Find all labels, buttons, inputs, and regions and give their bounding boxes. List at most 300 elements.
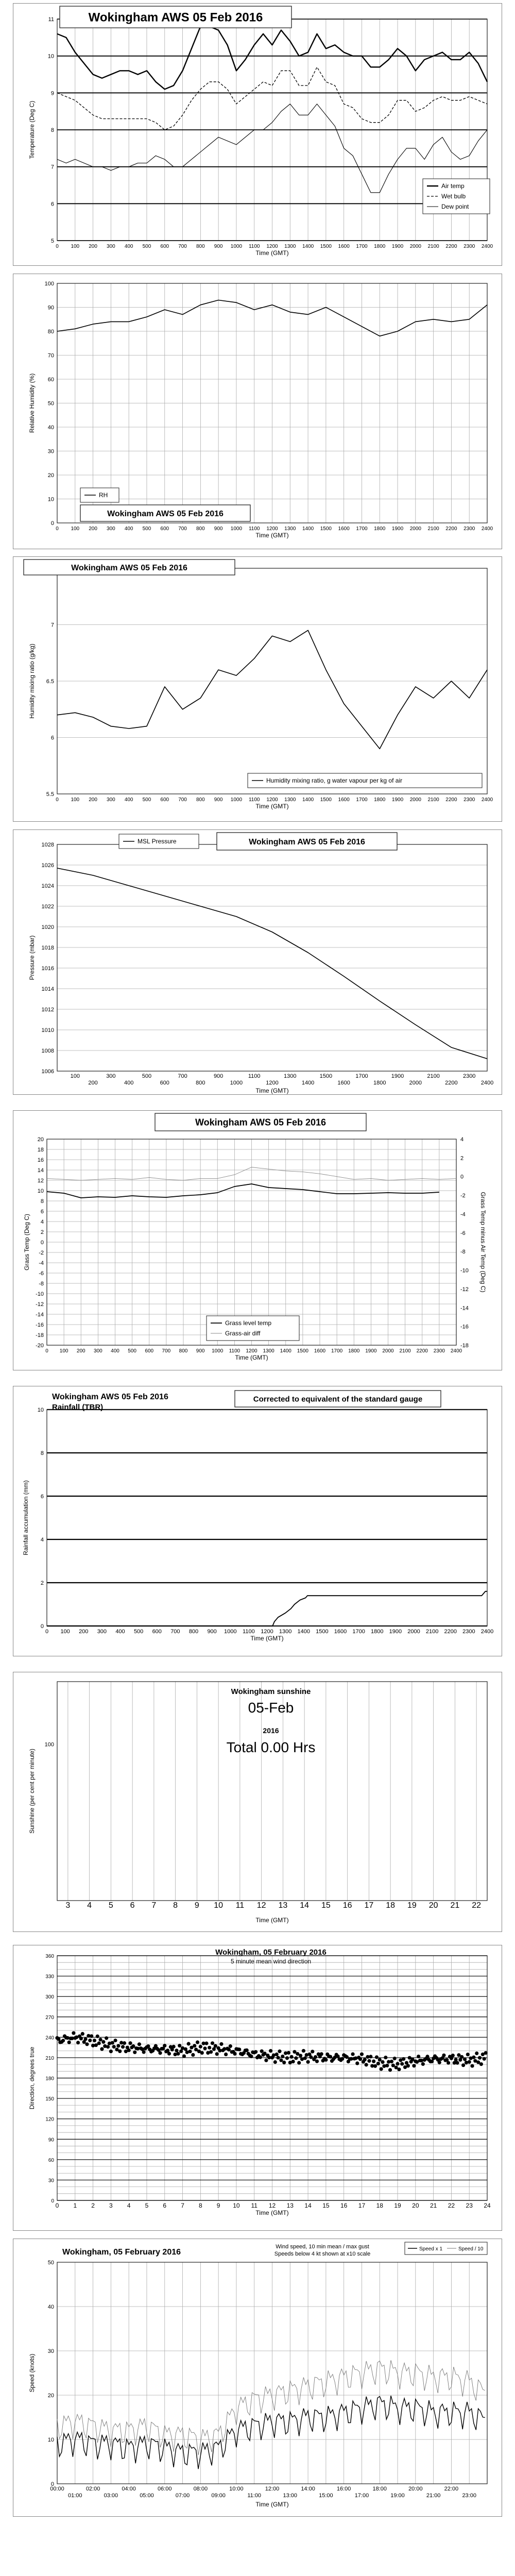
y-tick-label: 1024	[41, 883, 54, 889]
chart-title: Wokingham AWS 05 Feb 2016	[88, 10, 263, 25]
x-tick-label: 1100	[229, 1348, 241, 1354]
y-tick-label: 1006	[41, 1069, 54, 1075]
x-tick-label: 8	[173, 1901, 178, 1910]
y-tick-label: 10	[37, 1407, 44, 1413]
y-tick-label: 4	[40, 1537, 44, 1543]
x-tick-label: 900	[207, 1629, 217, 1635]
x-tick-label: 00:00	[50, 2486, 64, 2492]
x-tick-label: 1500	[320, 526, 332, 532]
mixing-ratio-chart	[13, 556, 502, 822]
grass-temp-chart-svg	[13, 1111, 503, 1371]
x-tick-label: 400	[124, 244, 133, 249]
chart-date: 05-Feb	[248, 1700, 294, 1716]
direction-point	[314, 2055, 317, 2059]
x-tick-label: 16	[342, 1901, 352, 1910]
direction-point	[412, 2064, 416, 2067]
y2-tick-label: 0	[460, 1174, 464, 1180]
y-tick-label: 16	[37, 1157, 44, 1163]
x-tick-label: 500	[133, 1629, 144, 1635]
direction-point	[463, 2057, 467, 2061]
y-tick-label: 6	[40, 1494, 44, 1500]
y-tick-label: 0	[50, 520, 54, 527]
x-tick-label: 200	[79, 1629, 89, 1635]
x-tick-label: 100	[59, 1348, 68, 1354]
x-tick-label: 0	[55, 2202, 59, 2209]
x-tick-label: 800	[196, 244, 205, 249]
direction-point	[309, 2055, 313, 2059]
x-tick-label: 100	[60, 1629, 70, 1635]
direction-point	[451, 2054, 455, 2057]
x-tick-label: 21:00	[426, 2493, 441, 2499]
x-tick-label: 1800	[374, 244, 386, 249]
direction-point	[425, 2055, 429, 2058]
direction-point	[109, 2049, 113, 2053]
x-tick-label: 1	[73, 2202, 77, 2209]
direction-point	[400, 2062, 404, 2065]
y-tick-label: 360	[45, 1954, 54, 1959]
y-tick-label: 1018	[41, 945, 54, 951]
y-tick-label: 1022	[41, 904, 54, 910]
x-tick-label: 300	[107, 526, 115, 532]
x-tick-label: 2100	[399, 1348, 411, 1354]
y2-tick-label: 2	[460, 1155, 464, 1162]
x-tick-label: 10:00	[229, 2486, 244, 2492]
y-tick-label: 1014	[41, 986, 54, 992]
legend-entry: MSL Pressure	[138, 838, 177, 845]
x-tick-label: 14	[304, 2202, 312, 2209]
chart-title: Wokingham AWS 05 Feb 2016	[107, 509, 224, 518]
x-tick-label: 1400	[302, 526, 314, 532]
x-tick-label: 200	[76, 1348, 85, 1354]
x-tick-label: 1700	[356, 797, 368, 803]
y2-tick-label: -2	[460, 1193, 466, 1199]
direction-point	[358, 2057, 362, 2061]
x-tick-label: 1600	[334, 1629, 347, 1635]
chart-note: Corrected to equivalent of the standard gauge	[253, 1395, 423, 1404]
x-tick-label: 2000	[409, 244, 421, 249]
direction-point	[391, 2063, 395, 2067]
y2-tick-label: -14	[460, 1305, 469, 1312]
direction-point	[172, 2045, 176, 2048]
pressure-chart	[13, 829, 502, 1095]
y-tick-label: -10	[36, 1291, 44, 1297]
y-tick-label: -2	[39, 1250, 44, 1256]
direction-point	[460, 2055, 464, 2059]
y2-axis-title: Grass Temp minus Air Temp (Deg C)	[479, 1192, 487, 1293]
x-tick-label: 400	[124, 797, 133, 803]
direction-point	[209, 2050, 213, 2054]
y-tick-label: 50	[47, 2260, 54, 2266]
x-tick-label: 1700	[352, 1629, 365, 1635]
y-tick-label: 20	[37, 1137, 44, 1143]
direction-point	[367, 2059, 371, 2063]
y-tick-label: 20	[47, 2393, 54, 2399]
x-tick-label: 800	[196, 1080, 205, 1086]
x-tick-label: 13	[286, 2202, 294, 2209]
direction-point	[276, 2056, 280, 2059]
direction-point	[388, 2068, 392, 2072]
plot-area	[47, 1410, 487, 1626]
y-axis-title: Temperature (Deg C)	[28, 100, 36, 159]
direction-point	[72, 2031, 75, 2035]
x-tick-label: 1400	[302, 244, 314, 249]
x-tick-label: 1400	[280, 1348, 291, 1354]
y-axis-title: Direction, degrees true	[28, 2046, 36, 2110]
x-tick-label: 2300	[464, 797, 475, 803]
legend-entry: Wet bulb	[441, 193, 466, 200]
x-tick-label: 18	[376, 2202, 383, 2209]
x-tick-label: 2000	[407, 1629, 420, 1635]
x-tick-label: 1700	[356, 526, 368, 532]
x-tick-label: 300	[94, 1348, 102, 1354]
direction-point	[90, 2034, 93, 2038]
y-axis-title: Relative Humidity (%)	[28, 373, 36, 433]
x-axis-title: Time (GMT)	[255, 2501, 289, 2508]
x-tick-label: 13:00	[283, 2493, 298, 2499]
direction-point	[324, 2058, 328, 2062]
x-tick-label: 2000	[409, 1080, 422, 1086]
x-tick-label: 07:00	[175, 2493, 190, 2499]
direction-point	[260, 2049, 264, 2053]
x-tick-label: 900	[213, 1073, 224, 1079]
x-axis-title: Time (GMT)	[255, 249, 289, 257]
x-tick-label: 100	[71, 797, 80, 803]
x-tick-label: 1600	[337, 1080, 350, 1086]
y-tick-label: 330	[45, 1974, 54, 1980]
direction-point	[67, 2041, 71, 2044]
y-tick-label: 0	[40, 1240, 44, 1246]
x-tick-label: 2200	[445, 244, 457, 249]
x-tick-label: 21	[430, 2202, 437, 2209]
direction-point	[193, 2044, 196, 2047]
direction-point	[163, 2044, 166, 2047]
direction-point	[303, 2056, 307, 2060]
direction-point	[291, 2060, 295, 2063]
y-tick-label: 1026	[41, 862, 54, 869]
direction-point	[101, 2040, 105, 2044]
direction-point	[281, 2055, 284, 2058]
x-tick-label: 11	[235, 1901, 245, 1910]
direction-point	[188, 2049, 192, 2053]
x-tick-label: 600	[160, 526, 169, 532]
y2-tick-label: -16	[460, 1324, 469, 1330]
wind-speed-chart-svg	[13, 2239, 503, 2517]
y-tick-label: 10	[47, 53, 54, 60]
y-tick-label: 270	[45, 2014, 54, 2021]
direction-point	[329, 2055, 332, 2058]
x-tick-label: 13	[278, 1901, 288, 1910]
y-tick-label: 2	[40, 1229, 44, 1235]
y-tick-label: 210	[45, 2055, 54, 2061]
y-tick-label: 0	[50, 2481, 54, 2487]
direction-point	[278, 2049, 281, 2053]
direction-point	[385, 2064, 389, 2067]
x-tick-label: 6	[130, 1901, 135, 1910]
x-tick-label: 700	[170, 1629, 180, 1635]
x-tick-label: 19:00	[390, 2493, 405, 2499]
direction-point	[306, 2060, 310, 2064]
x-tick-label: 7	[151, 1901, 157, 1910]
direction-point	[390, 2060, 393, 2063]
y-tick-label: -16	[36, 1322, 44, 1328]
direction-point	[118, 2049, 122, 2053]
x-tick-label: 1100	[248, 797, 260, 803]
x-tick-label: 300	[107, 244, 115, 249]
x-tick-label: 1200	[266, 244, 278, 249]
x-tick-label: 100	[70, 1073, 80, 1079]
x-tick-label: 500	[142, 1073, 152, 1079]
x-tick-label: 2300	[464, 526, 475, 532]
y-tick-label: -20	[36, 1343, 44, 1349]
x-tick-label: 1300	[263, 1348, 274, 1354]
direction-point	[461, 2063, 465, 2067]
x-tick-label: 1000	[212, 1348, 224, 1354]
x-tick-label: 2400	[481, 526, 493, 532]
x-tick-label: 900	[196, 1348, 205, 1354]
direction-point	[483, 2057, 486, 2061]
y2-tick-label: -8	[460, 1249, 466, 1256]
direction-point	[254, 2050, 258, 2054]
x-tick-label: 0	[56, 244, 59, 249]
direction-point	[472, 2056, 475, 2059]
x-tick-label: 06:00	[157, 2486, 172, 2492]
direction-point	[61, 2039, 65, 2042]
chart-title: Wokingham sunshine	[231, 1687, 311, 1696]
x-tick-label: 2300	[462, 1629, 475, 1635]
direction-point	[380, 2067, 383, 2071]
direction-point	[229, 2044, 232, 2048]
direction-point	[79, 2037, 83, 2040]
x-tick-label: 1600	[314, 1348, 326, 1354]
x-tick-label: 0	[45, 1629, 49, 1635]
x-tick-label: 1800	[374, 797, 386, 803]
x-tick-label: 2	[91, 2202, 95, 2209]
x-tick-label: 2000	[409, 797, 421, 803]
direction-point	[275, 2053, 279, 2056]
y-tick-label: -8	[39, 1281, 44, 1287]
x-tick-label: 1400	[302, 797, 314, 803]
direction-point	[363, 2058, 367, 2061]
temperature-chart-svg	[13, 4, 503, 266]
direction-point	[128, 2041, 132, 2045]
x-tick-label: 19	[407, 1901, 417, 1910]
y-tick-label: 5.5	[46, 791, 54, 798]
x-tick-label: 700	[178, 1073, 187, 1079]
x-tick-label: 100	[71, 526, 80, 532]
direction-point	[302, 2049, 305, 2053]
direction-point	[127, 2048, 131, 2052]
direction-point	[455, 2061, 459, 2064]
chart-year: 2016	[263, 1726, 279, 1735]
direction-point	[233, 2052, 236, 2056]
x-tick-label: 22	[472, 1901, 482, 1910]
y-tick-label: 10	[47, 496, 54, 503]
x-tick-label: 01:00	[68, 2493, 82, 2499]
x-tick-label: 5	[145, 2202, 149, 2209]
y-tick-label: 60	[47, 377, 54, 383]
x-tick-label: 800	[188, 1629, 199, 1635]
x-tick-label: 0	[45, 1348, 48, 1354]
x-tick-label: 500	[142, 797, 151, 803]
x-tick-label: 1900	[391, 797, 404, 803]
y-tick-label: 8	[50, 127, 54, 133]
x-tick-label: 1000	[230, 1080, 243, 1086]
x-tick-label: 900	[214, 526, 223, 532]
x-tick-label: 24	[484, 2202, 491, 2209]
x-tick-label: 22	[448, 2202, 455, 2209]
direction-point	[111, 2041, 114, 2044]
direction-point	[88, 2039, 92, 2042]
direction-point	[478, 2056, 482, 2060]
x-tick-label: 2200	[416, 1348, 428, 1354]
x-tick-label: 1800	[374, 526, 386, 532]
y-axis-title: Sunshine (per cent per minute)	[28, 1749, 36, 1834]
x-tick-label: 20	[412, 2202, 419, 2209]
x-tick-label: 1300	[284, 526, 296, 532]
y-tick-label: 30	[47, 448, 54, 455]
x-tick-label: 16	[340, 2202, 348, 2209]
y-tick-label: 300	[45, 1994, 54, 2001]
x-tick-label: 18:00	[372, 2486, 387, 2492]
direction-point	[121, 2045, 125, 2048]
x-tick-label: 20:00	[408, 2486, 423, 2492]
x-tick-label: 15	[321, 1901, 331, 1910]
x-tick-label: 100	[71, 244, 80, 249]
y-axis-title: Speed (knots)	[28, 2353, 36, 2393]
direction-point	[393, 2057, 397, 2060]
x-tick-label: 12	[268, 2202, 276, 2209]
y-tick-label: 2	[40, 1580, 44, 1586]
y-tick-label: 30	[47, 2348, 54, 2354]
y-tick-label: 14	[37, 1167, 44, 1174]
x-axis-title: Time (GMT)	[255, 532, 289, 539]
y-tick-label: 5	[50, 238, 54, 244]
x-tick-label: 1300	[284, 244, 296, 249]
humidity-chart-svg	[13, 274, 503, 550]
x-tick-label: 0	[56, 797, 59, 803]
direction-point	[406, 2064, 410, 2067]
x-tick-label: 1400	[297, 1629, 310, 1635]
y-tick-label: 7	[50, 164, 54, 171]
y-tick-label: 50	[47, 400, 54, 407]
x-tick-label: 19	[394, 2202, 401, 2209]
direction-point	[224, 2053, 228, 2056]
direction-point	[142, 2050, 146, 2054]
x-tick-label: 14	[300, 1901, 310, 1910]
x-tick-label: 9	[194, 1901, 199, 1910]
direction-point	[245, 2048, 249, 2052]
x-tick-label: 3	[109, 2202, 113, 2209]
x-tick-label: 05:00	[140, 2493, 154, 2499]
direction-point	[123, 2041, 126, 2045]
x-tick-label: 17	[358, 2202, 366, 2209]
x-tick-label: 1700	[331, 1348, 343, 1354]
x-tick-label: 11:00	[247, 2493, 262, 2499]
direction-point	[264, 2059, 268, 2062]
x-tick-label: 1100	[248, 1073, 261, 1079]
direction-point	[83, 2037, 87, 2041]
x-axis-title: Time (GMT)	[255, 803, 289, 810]
direction-point	[294, 2056, 298, 2060]
direction-point	[479, 2062, 483, 2066]
x-tick-label: 2200	[445, 1080, 458, 1086]
x-tick-label: 1900	[365, 1348, 377, 1354]
x-tick-label: 700	[178, 797, 187, 803]
y-tick-label: 30	[48, 2178, 54, 2184]
y-axis-title: Rainfall accumulation (mm)	[22, 1480, 29, 1555]
direction-point	[237, 2047, 241, 2051]
x-tick-label: 400	[124, 1080, 134, 1086]
x-tick-label: 02:00	[85, 2486, 100, 2492]
y2-tick-label: -10	[460, 1267, 469, 1274]
sunshine-chart	[13, 1672, 502, 1932]
x-tick-label: 10	[233, 2202, 240, 2209]
humidity-chart	[13, 274, 502, 549]
direction-point	[320, 2052, 323, 2056]
x-tick-label: 1900	[391, 1073, 404, 1079]
pressure-chart-svg	[13, 830, 503, 1095]
x-tick-label: 1500	[320, 244, 332, 249]
x-tick-label: 1500	[320, 797, 332, 803]
direction-point	[442, 2054, 445, 2057]
chart-title: Wokingham AWS 05 Feb 2016	[195, 1117, 327, 1128]
x-tick-label: 23	[466, 2202, 473, 2209]
x-tick-label: 2000	[409, 526, 421, 532]
x-tick-label: 400	[115, 1629, 125, 1635]
x-tick-label: 1900	[389, 1629, 402, 1635]
y-tick-label: 100	[44, 1741, 54, 1748]
chart-subtitle: 5 minute mean wind direction	[230, 1958, 312, 1965]
x-tick-label: 1400	[301, 1080, 315, 1086]
direction-point	[131, 2044, 135, 2048]
sunshine-chart-svg	[13, 1672, 503, 1933]
direction-point	[285, 2056, 289, 2060]
wind-direction-chart	[13, 1945, 502, 2231]
direction-point	[484, 2051, 488, 2055]
y-tick-label: 40	[47, 2304, 54, 2310]
x-tick-label: 1500	[316, 1629, 329, 1635]
y-tick-label: 0	[40, 1623, 44, 1630]
x-axis-title: Time (GMT)	[250, 1635, 284, 1642]
x-tick-label: 900	[214, 797, 223, 803]
y2-tick-label: -6	[460, 1230, 466, 1236]
direction-point	[133, 2050, 136, 2054]
x-tick-label: 17	[364, 1901, 374, 1910]
direction-point	[397, 2067, 401, 2071]
y-tick-label: 1028	[41, 842, 54, 848]
x-tick-label: 600	[152, 1629, 162, 1635]
temperature-chart	[13, 3, 502, 266]
chart-title: Wokingham, 05 February 2016	[215, 1948, 327, 1957]
x-tick-label: 700	[162, 1348, 171, 1354]
x-tick-label: 300	[97, 1629, 107, 1635]
x-tick-label: 200	[89, 244, 97, 249]
x-tick-label: 15:00	[319, 2493, 333, 2499]
direction-point	[396, 2062, 399, 2065]
direction-point	[384, 2056, 387, 2059]
direction-point	[199, 2045, 202, 2048]
x-tick-label: 1900	[391, 526, 404, 532]
x-tick-label: 2400	[481, 797, 493, 803]
x-tick-label: 1000	[230, 244, 243, 249]
x-tick-label: 18	[386, 1901, 396, 1910]
direction-point	[381, 2060, 384, 2064]
series-line-grass-level-temp	[47, 1184, 439, 1198]
direction-point	[417, 2055, 420, 2058]
x-tick-label: 2300	[464, 244, 475, 249]
x-tick-label: 10	[214, 1901, 224, 1910]
y-tick-label: 60	[48, 2157, 54, 2163]
